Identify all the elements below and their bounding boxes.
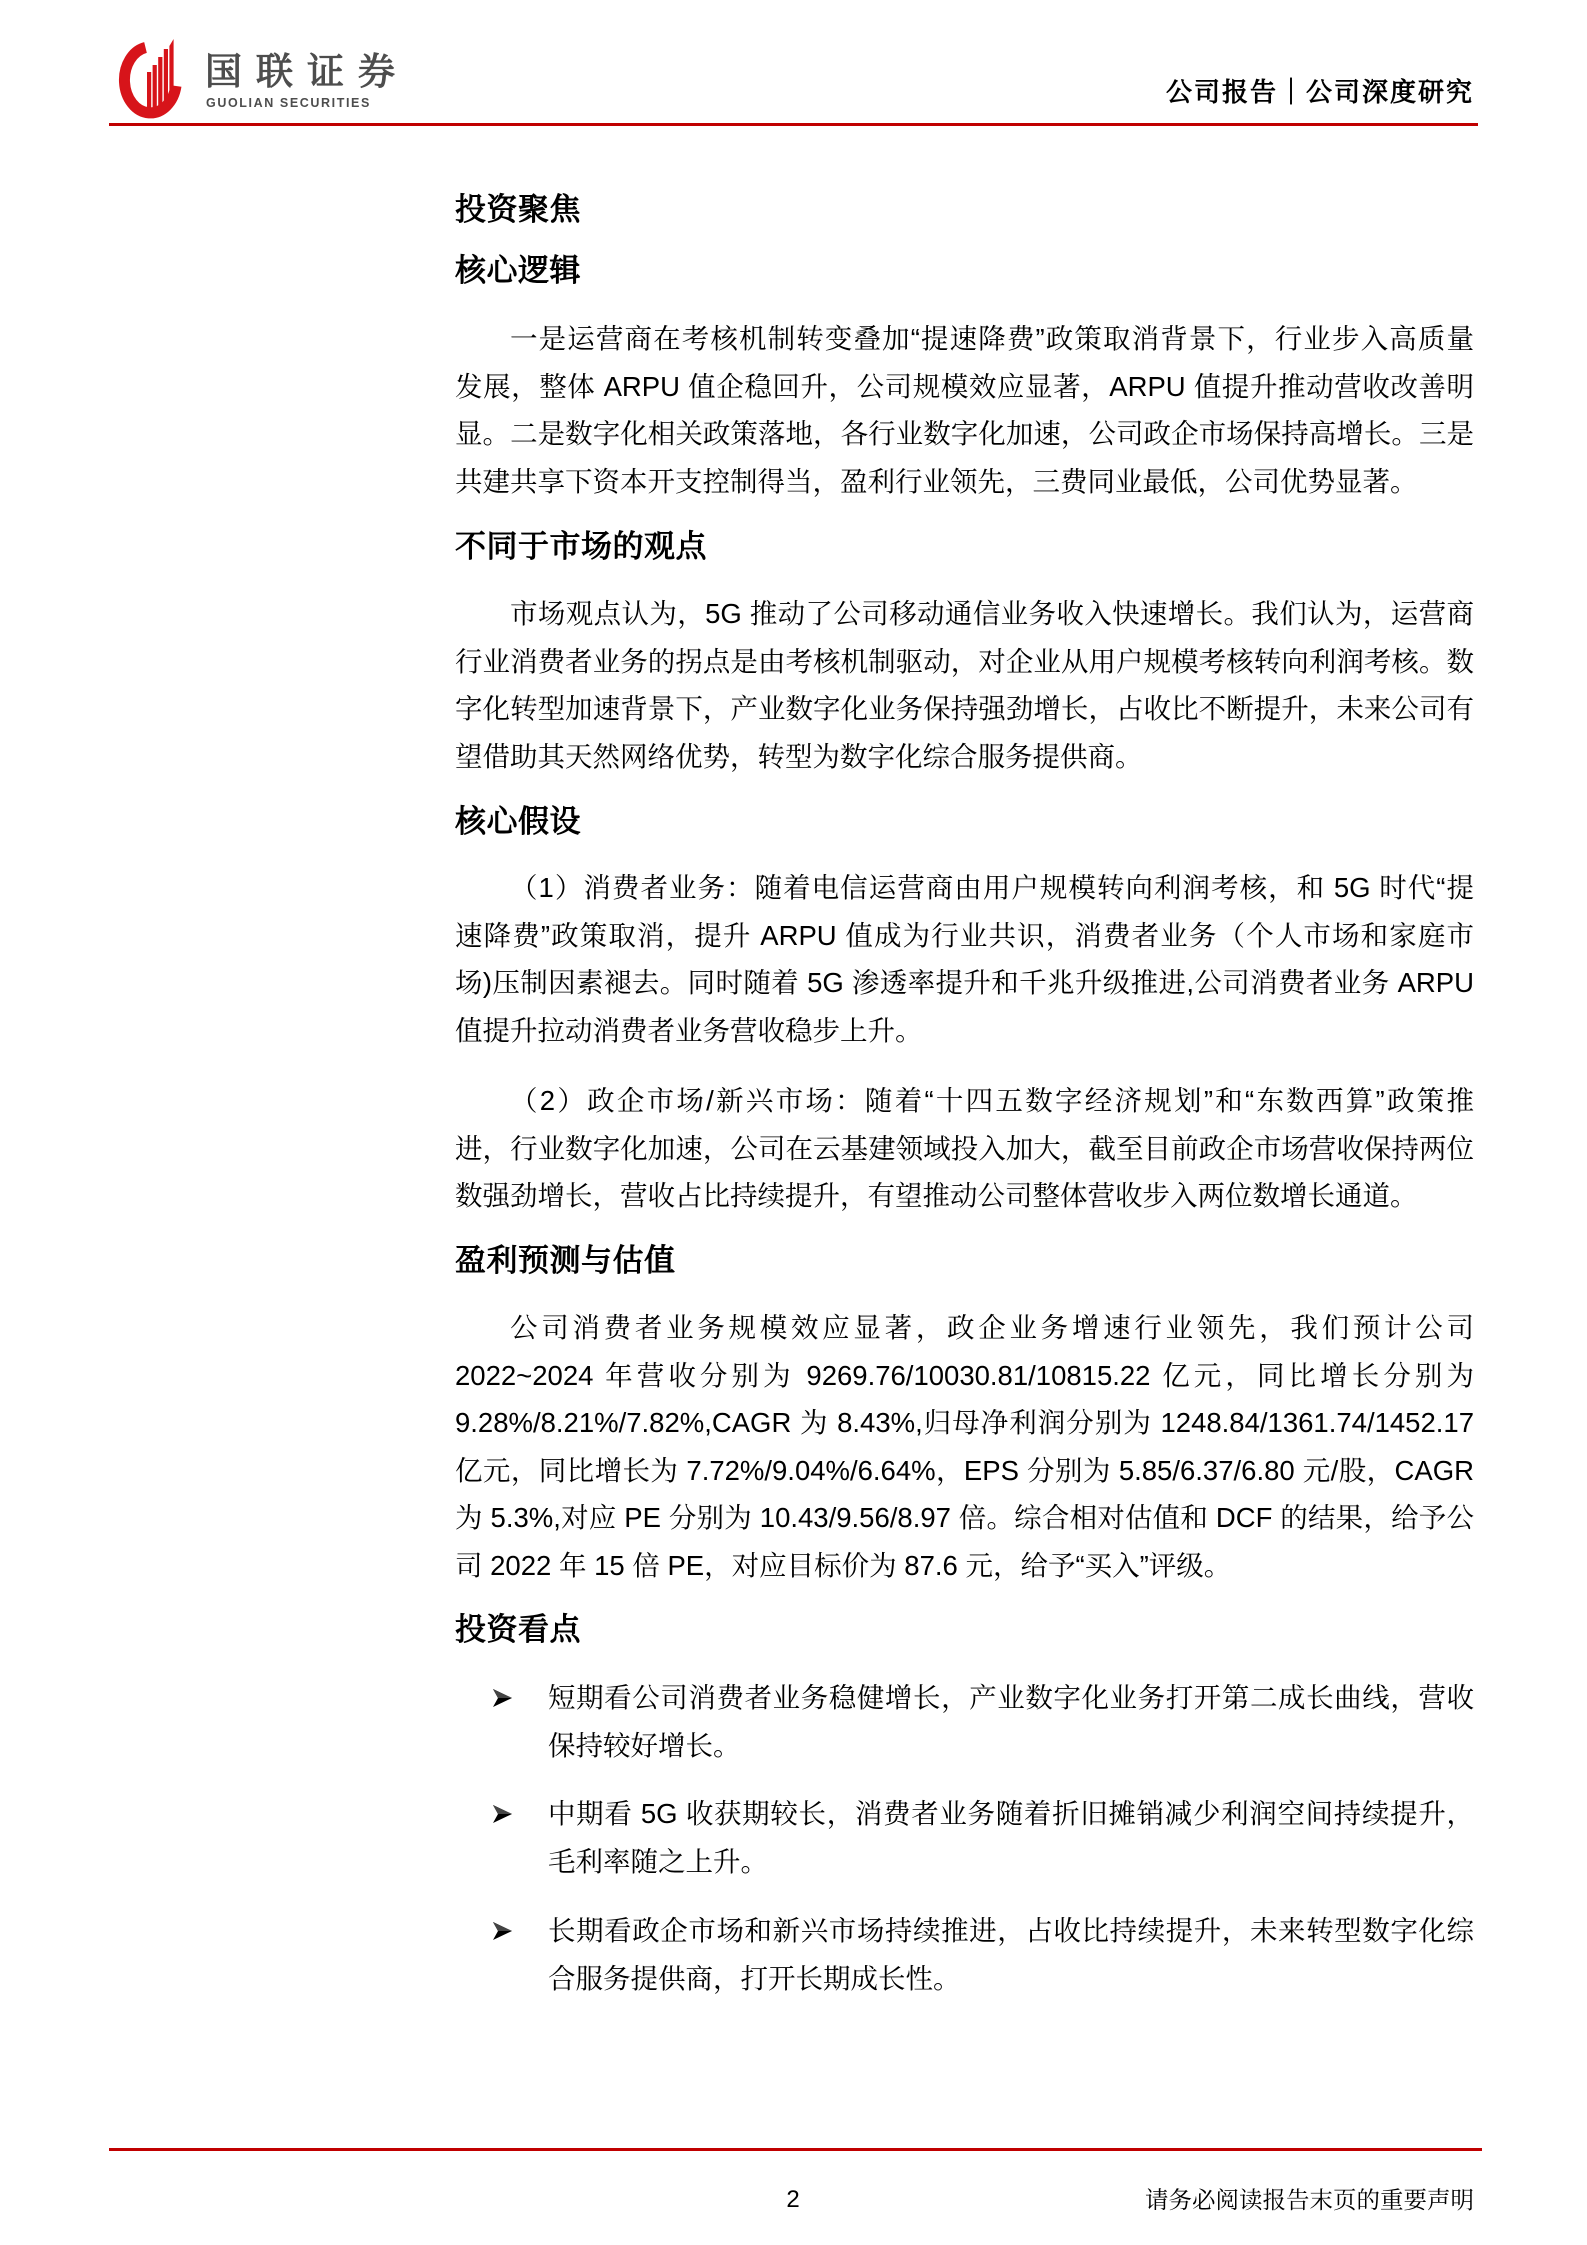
section-title-investment-highlights: 投资看点 — [455, 1612, 581, 1648]
paragraph-line: 市场观点认为，5G 推动了公司移动通信业务收入快速增长。我们认为，运营商 — [510, 598, 1474, 629]
paragraph-line: （2）政企市场/新兴市场：随着“十四五数字经济规划”和“东数西算”政策推 — [510, 1085, 1474, 1116]
paragraph-line: （1）消费者业务：随着电信运营商由用户规模转向利润考核，和 5G 时代“提 — [510, 872, 1474, 903]
list-item-mid-term — [493, 1790, 1474, 1886]
list-item-line: 长期看政企市场和新兴市场持续推进，占收比持续提升，未来转型数字化综 — [548, 1915, 1474, 1946]
paragraph-line: 显。二是数字化相关政策落地，各行业数字化加速，公司政企市场保持高增长。三是 — [455, 418, 1474, 449]
list-item-line: 毛利率随之上升。 — [548, 1845, 768, 1877]
logo-name-en: GUOLIAN SECURITIES — [206, 96, 371, 110]
paragraph-line: 值提升拉动消费者业务营收稳步上升。 — [455, 1014, 923, 1046]
paragraph-line: 发展，整体 ARPU 值企稳回升，公司规模效应显著，ARPU 值提升推动营收改善明 — [455, 370, 1474, 402]
paragraph-core-logic — [455, 315, 1474, 505]
paragraph-line: 为 5.3%,对应 PE 分别为 10.43/9.56/8.97 倍。综合相对估值和 DCF 的结果，给予公 — [455, 1502, 1474, 1533]
section-title-investment-focus: 投资聚焦 — [455, 192, 581, 228]
section-title-core-assumptions: 核心假设 — [455, 804, 581, 840]
section-title-core-logic: 核心逻辑 — [455, 253, 581, 289]
paragraph-enterprise-market — [455, 1077, 1474, 1220]
paragraph-line: 望借助其天然网络优势，转型为数字化综合服务提供商。 — [455, 740, 1143, 772]
paragraph-line: 数强劲增长，营收占比持续提升，有望推动公司整体营收步入两位数增长通道。 — [455, 1180, 1418, 1211]
list-item-line: 合服务提供商，打开长期成长性。 — [548, 1962, 961, 1994]
paragraph-line: 速降费”政策取消，提升 ARPU 值成为行业共识，消费者业务（个人市场和家庭市 — [455, 919, 1474, 951]
list-item-text — [548, 1907, 1474, 2002]
paragraph-line: 场)压制因素褪去。同时随着 5G 渗透率提升和千兆升级推进,公司消费者业务 ARPU — [455, 967, 1474, 998]
paragraph-forecast-valuation — [455, 1304, 1474, 1589]
footer-disclaimer: 请务必阅读报告末页的重要声明 — [1145, 2186, 1474, 2214]
footer-divider — [109, 2148, 1482, 2151]
list-item-line: 短期看公司消费者业务稳健增长，产业数字化业务打开第二成长曲线，营收 — [548, 1682, 1474, 1713]
paragraph-line: 行业消费者业务的拐点是由考核机制驱动，对企业从用户规模考核转向利润考核。数 — [455, 645, 1474, 677]
paragraph-line: 9.28%/8.21%/7.82%,CAGR 为 8.43%,归母净利润分别为 1248.84/1361.74/1452.17 — [455, 1407, 1474, 1438]
header-divider — [109, 123, 1478, 126]
list-item-text — [548, 1674, 1474, 1769]
paragraph-line: 一是运营商在考核机制转变叠加“提速降费”政策取消背景下，行业步入高质量 — [510, 323, 1474, 354]
section-title-forecast-valuation: 盈利预测与估值 — [455, 1243, 676, 1279]
paragraph-contrarian-view — [455, 590, 1474, 780]
paragraph-line: 进，行业数字化加速，公司在云基建领域投入加大，截至目前政企市场营收保持两位 — [455, 1132, 1474, 1164]
arrow-bullet-icon — [493, 1922, 512, 1940]
logo-name-cn: 国联证券 — [205, 50, 395, 93]
paragraph-line: 司 2022 年 15 倍 PE，对应目标价为 87.6 元，给予“买入”评级。 — [455, 1549, 1232, 1581]
paragraph-line: 共建共享下资本开支控制得当，盈利行业领先，三费同业最低，公司优势显著。 — [455, 465, 1418, 497]
paragraph-line: 亿元，同比增长为 7.72%/9.04%/6.64%，EPS 分别为 5.85/6.37/6.80 元/股，CAGR — [455, 1454, 1474, 1486]
report-type-label: 公司报告｜公司深度研究 — [1165, 78, 1474, 108]
paragraph-consumer-business — [455, 864, 1474, 1054]
list-item-line: 保持较好增长。 — [548, 1729, 741, 1761]
list-item-long-term — [493, 1907, 1474, 2003]
arrow-bullet-icon — [493, 1805, 512, 1823]
section-title-contrarian-view: 不同于市场的观点 — [455, 529, 707, 565]
arrow-bullet-icon — [493, 1689, 512, 1707]
paragraph-line: 公司消费者业务规模效应显著，政企业务增速行业领先，我们预计公司 — [510, 1312, 1474, 1343]
paragraph-line: 字化转型加速背景下，产业数字化业务保持强劲增长，占收比不断提升，未来公司有 — [455, 693, 1474, 724]
list-item-text — [548, 1790, 1474, 1885]
list-item-short-term — [493, 1674, 1474, 1770]
paragraph-line: 2022~2024 年营收分别为 9269.76/10030.81/10815.22 亿元，同比增长分别为 — [455, 1359, 1474, 1391]
guolian-logo-icon — [118, 36, 186, 120]
page-number: 2 — [786, 2186, 800, 2213]
list-item-line: 中期看 5G 收获期较长，消费者业务随着折旧摊销减少利润空间持续提升， — [548, 1798, 1474, 1829]
